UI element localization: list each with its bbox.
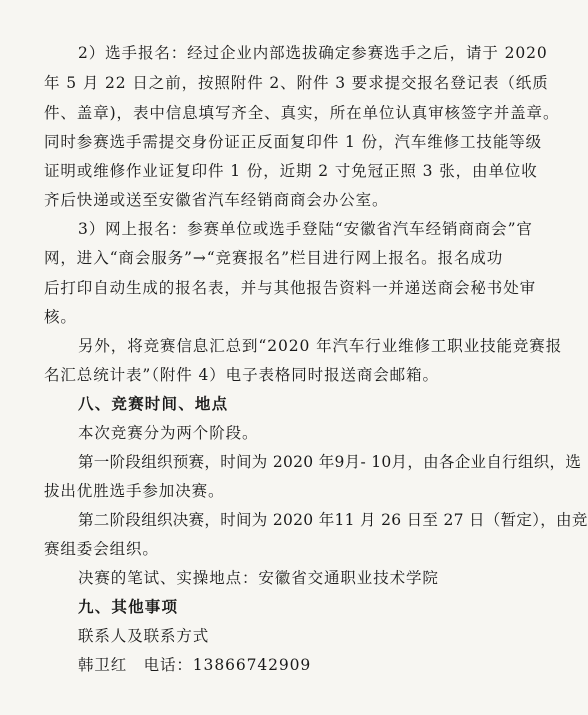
paragraph-line: 件、盖章)，表中信息填写齐全、真实，所在单位认真审核签字并盖章。 [44,104,560,122]
paragraph-line: 证明或维修作业证复印件 1 份，近期 2 寸免冠正照 3 张，由单位收 [44,162,538,180]
contact-line: 韩卫红 电话：13866742909 [78,656,312,674]
paragraph-line: 本次竞赛分为两个阶段。 [78,424,259,442]
paragraph-line: 名汇总统计表”（附件 4）电子表格同时报送商会邮箱。 [44,366,439,384]
paragraph-line: 后打印自动生成的报名表，并与其他报告资料一并递送商会秘书处审 [44,279,537,297]
paragraph-line: 第一阶段组织预赛，时间为 2020 年9月- 10月，由各企业自行组织，选 [78,453,582,471]
paragraph-line: 2）选手报名：经过企业内部选拔确定参赛选手之后，请于 2020 [78,44,548,62]
paragraph-line: 年 5 月 22 日之前，按照附件 2、附件 3 要求提交报名登记表（纸质 [44,74,549,92]
paragraph-line: 决赛的笔试、实操地点：安徽省交通职业技术学院 [78,569,439,587]
paragraph-line: 同时参赛选手需提交身份证正反面复印件 1 份，汽车维修工技能等级 [44,133,543,151]
paragraph-line: 拔出优胜选手参加决赛。 [44,482,225,500]
paragraph-line: 联系人及联系方式 [78,627,210,645]
paragraph-line: 另外，将竞赛信息汇总到“2020 年汽车行业维修工职业技能竞赛报 [78,337,563,355]
section-heading: 八、竞赛时间、地点 [78,395,229,413]
paragraph-line: 赛组委会组织。 [44,540,159,558]
paragraph-line: 3）网上报名：参赛单位或选手登陆“安徽省汽车经销商商会”官 [78,220,533,238]
paragraph-line: 第二阶段组织决赛，时间为 2020 年11 月 26 日至 27 日（暂定），由竞 [78,511,588,529]
paragraph-line: 核。 [44,308,77,326]
paragraph-line: 网，进入“商会服务”→“竞赛报名”栏目进行网上报名。报名成功 [44,249,504,267]
section-heading: 九、其他事项 [78,598,179,616]
paragraph-line: 齐后快递或送至安徽省汽车经销商商会办公室。 [44,191,389,209]
